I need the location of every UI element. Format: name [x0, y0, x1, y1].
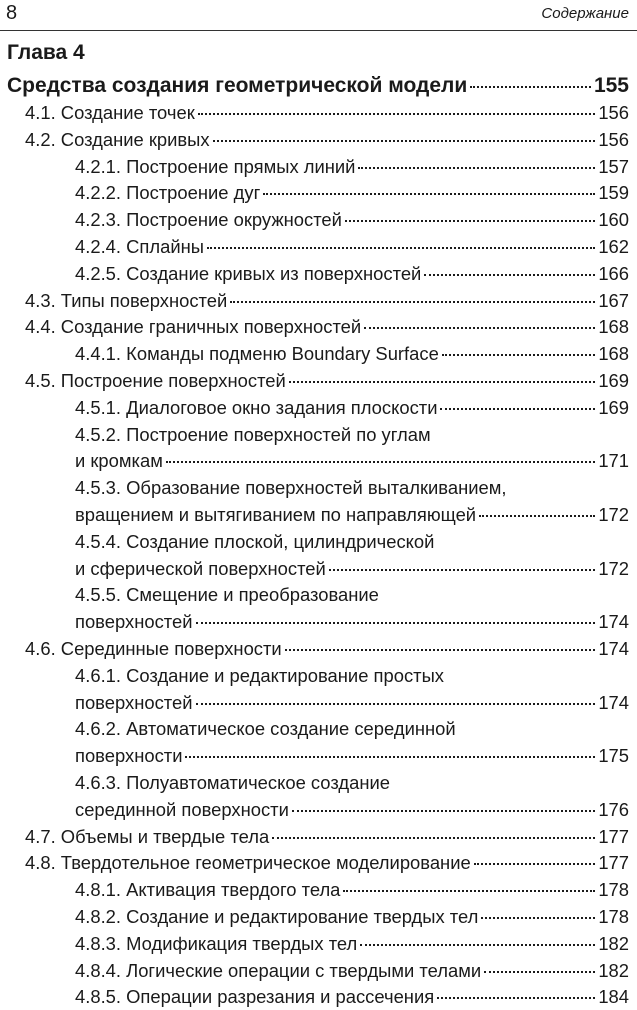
toc-entry-page: 168: [598, 316, 629, 338]
toc-entry-title: 4.5.2. Построение поверхностей по углам: [75, 423, 431, 445]
toc-entry[interactable]: [25, 100, 629, 126]
toc-entry-page: 169: [598, 370, 629, 391]
dot-leader: [360, 943, 595, 946]
dot-leader: [479, 514, 595, 517]
toc-entry[interactable]: [75, 234, 629, 260]
toc-entry[interactable]: [75, 502, 629, 528]
toc-entry[interactable]: [75, 743, 629, 769]
toc-entry-title: 4.5.5. Смещение и преобразование: [75, 584, 379, 606]
toc-entry-page: 176: [598, 798, 629, 820]
toc-entry[interactable]: [75, 395, 629, 421]
dot-leader: [424, 273, 595, 276]
toc-entry-page: 167: [598, 289, 629, 311]
toc-entry-line[interactable]: [75, 422, 629, 448]
toc-entry-page: 184: [598, 986, 629, 1008]
toc-entry-page: 182: [598, 959, 629, 981]
toc-entry[interactable]: [75, 931, 629, 957]
toc-entry-title: 4.6. Серединные поверхности: [25, 638, 282, 659]
toc-entry-title: 4.2.2. Построение дуг: [75, 182, 261, 204]
toc-entry[interactable]: [75, 207, 629, 233]
chapter-page: 155: [593, 74, 629, 97]
toc-entry-title: 4.4. Создание граничных поверхностей: [25, 316, 362, 338]
toc-entry-page: 169: [598, 396, 629, 418]
dot-leader: [481, 916, 595, 919]
toc-entry-page: 157: [598, 155, 629, 177]
toc-entry-title: 4.2.1. Построение прямых линий: [75, 155, 356, 177]
dot-leader: [345, 219, 595, 222]
toc-entry-page: 174: [598, 691, 629, 713]
toc-entry-line[interactable]: [75, 529, 629, 555]
toc-entry-title: и сферической поверхностей: [75, 557, 326, 579]
dot-leader: [484, 970, 595, 973]
toc-entry[interactable]: [75, 609, 629, 635]
toc-entry-page: 168: [598, 343, 629, 365]
dot-leader: [196, 702, 596, 705]
toc-entry-title: 4.8.2. Создание и редактирование твердых тел: [75, 906, 479, 927]
toc-entry-page: 171: [598, 450, 629, 472]
dot-leader: [292, 809, 595, 812]
toc-entry-title: 4.5.1. Диалоговое окно задания плоскости: [75, 396, 438, 418]
page-header: [0, 0, 637, 31]
toc-entry-page: 178: [598, 906, 629, 927]
page-number: 8: [6, 2, 18, 24]
toc-entry-title: поверхности: [75, 745, 183, 767]
dot-leader: [437, 996, 595, 999]
dot-leader: [207, 246, 595, 249]
toc-entry[interactable]: [25, 288, 629, 314]
toc-entry[interactable]: [25, 824, 629, 850]
toc-entry-title: 4.2.4. Сплайны: [75, 236, 204, 257]
toc-entry[interactable]: [75, 448, 629, 474]
toc-entry-title: 4.2. Создание кривых: [25, 128, 210, 150]
dot-leader: [442, 353, 596, 356]
toc-entry[interactable]: [25, 368, 629, 394]
toc-entry-title: 4.8. Твердотельное геометрическое моделирование: [25, 852, 471, 874]
toc-entry-title: 4.2.3. Построение окружностей: [75, 209, 342, 231]
chapter-label: Глава 4: [7, 41, 85, 64]
toc-entry[interactable]: [75, 984, 629, 1010]
toc-entry-title: 4.8.4. Логические операции с твердыми телами: [75, 959, 482, 981]
dot-leader: [230, 300, 595, 303]
dot-leader: [474, 862, 596, 865]
toc-entry-title: поверхностей: [75, 611, 193, 633]
dot-leader: [272, 836, 595, 839]
dot-leader: [358, 166, 595, 169]
toc-entry-page: 178: [598, 879, 629, 901]
toc-entry[interactable]: [75, 690, 629, 716]
toc-entry-page: 156: [598, 102, 629, 123]
dot-leader: [263, 192, 595, 195]
dot-leader: [166, 460, 595, 463]
toc-entry-page: 160: [598, 209, 629, 231]
toc-entry-line[interactable]: [75, 770, 629, 796]
toc-entry-page: 177: [598, 825, 629, 847]
toc-entry[interactable]: [75, 904, 629, 930]
toc-entry-title: 4.5. Построение поверхностей: [25, 370, 286, 391]
toc-entry-page: 175: [598, 745, 629, 767]
toc-entry-page: 182: [598, 932, 629, 954]
toc-entry-page: 177: [598, 852, 629, 874]
chapter-title: Средства создания геометрической модели: [7, 74, 468, 97]
toc-entry-page: 174: [598, 638, 629, 659]
toc-entry[interactable]: [75, 877, 629, 903]
toc-entry-title: 4.8.1. Активация твердого тела: [75, 879, 341, 901]
dot-leader: [198, 112, 596, 115]
toc-entry-title: 4.3. Типы поверхностей: [25, 289, 228, 311]
dot-leader: [440, 407, 595, 410]
toc-entry-title: 4.2.5. Создание кривых из поверхностей: [75, 262, 422, 284]
toc-entry-title: 4.5.4. Создание плоской, цилиндрической: [75, 530, 435, 552]
toc-entry-title: 4.8.3. Модификация твердых тел: [75, 932, 358, 954]
toc-entry-title: и кромкам: [75, 450, 163, 472]
dot-leader: [470, 85, 591, 88]
dot-leader: [213, 139, 596, 142]
toc-entry-title: 4.6.1. Создание и редактирование простых: [75, 664, 444, 686]
toc-entry[interactable]: [75, 261, 629, 287]
toc-entry-page: 166: [598, 262, 629, 284]
dot-leader: [329, 568, 596, 571]
running-title: Содержание: [541, 5, 629, 22]
toc-entry-title: поверхностей: [75, 691, 193, 713]
toc-entry[interactable]: [25, 636, 629, 662]
toc-entry-title: 4.5.3. Образование поверхностей выталкиванием,: [75, 477, 507, 499]
toc-entry[interactable]: [75, 797, 629, 823]
toc-entry-page: 172: [598, 504, 629, 525]
toc-entry-title: серединной поверхности: [75, 798, 289, 820]
toc-entry-title: 4.7. Объемы и твердые тела: [25, 825, 270, 847]
toc-entry-line[interactable]: [75, 663, 629, 689]
toc-entry-line[interactable]: [75, 582, 629, 608]
toc-entry-page: 174: [598, 611, 629, 633]
dot-leader: [343, 889, 595, 892]
toc-entry[interactable]: [75, 341, 629, 367]
toc-entry-title: 4.6.3. Полуавтоматическое создание: [75, 772, 390, 793]
dot-leader: [196, 621, 596, 624]
toc-entry-page: 159: [598, 182, 629, 204]
toc-entry-title: 4.1. Создание точек: [25, 102, 195, 123]
toc-entry[interactable]: [75, 958, 629, 984]
toc-entry[interactable]: [75, 180, 629, 206]
toc-entry[interactable]: [25, 850, 629, 876]
toc-entry[interactable]: [25, 314, 629, 340]
toc-entry-line[interactable]: [75, 716, 629, 742]
toc-entry[interactable]: [75, 154, 629, 180]
dot-leader: [364, 326, 595, 329]
dot-leader: [185, 755, 595, 758]
dot-leader: [285, 648, 596, 651]
toc-entry-title: 4.4.1. Команды подменю Boundary Surface: [75, 343, 439, 365]
toc-entry-page: 172: [598, 557, 629, 579]
toc-entry-title: 4.8.5. Операции разрезания и рассечения: [75, 986, 435, 1008]
toc-entry-title: 4.6.2. Автоматическое создание серединной: [75, 718, 456, 740]
toc-entry-page: 162: [598, 236, 629, 257]
toc-entry-page: 156: [598, 128, 629, 150]
dot-leader: [289, 380, 596, 383]
toc-entry[interactable]: [25, 127, 629, 153]
chapter-title-row[interactable]: [7, 73, 629, 99]
toc-entry[interactable]: [75, 556, 629, 582]
toc-entry-title: вращением и вытягиванием по направляющей: [75, 504, 477, 525]
toc-entry-line[interactable]: [75, 475, 629, 501]
